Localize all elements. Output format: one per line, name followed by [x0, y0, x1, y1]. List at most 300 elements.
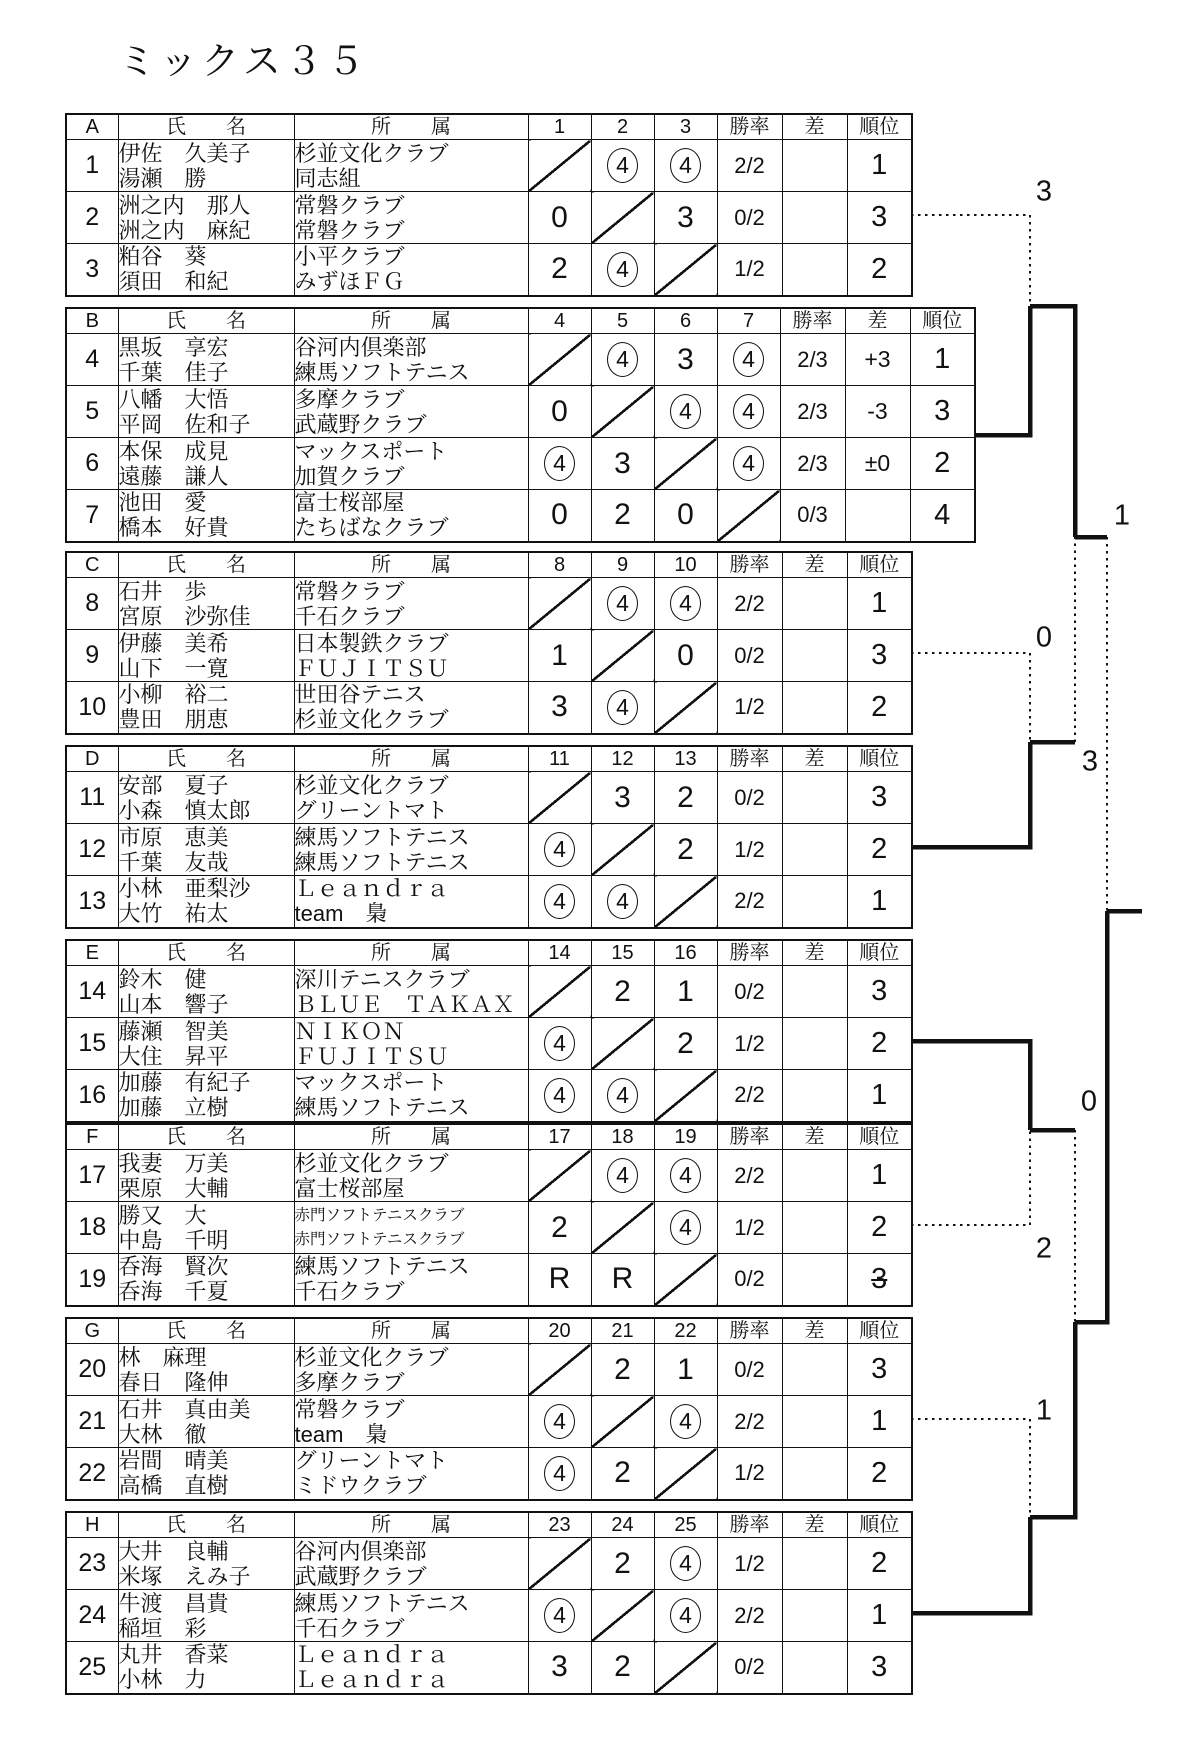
header-row [66, 1124, 912, 1150]
gamediff-cell [782, 682, 847, 734]
self-match-diagonal-cell [654, 1254, 717, 1306]
group-letter: F [66, 1124, 118, 1150]
team-row-22 [66, 1448, 912, 1500]
opponent-col-header: 14 [528, 940, 591, 966]
rank-header: 順位 [847, 1124, 912, 1150]
rank-cell: 3 [847, 966, 912, 1018]
bracket-line-f-winner-branch [911, 1130, 1030, 1225]
match-score-cell [591, 1150, 654, 1202]
club-name: 多摩クラブ [294, 386, 405, 412]
winrate-cell: 1/2 [717, 824, 782, 876]
winrate-cell: 2/2 [717, 1070, 782, 1122]
player-name: 伊藤 美希 [118, 630, 229, 656]
team-number: 9 [66, 630, 118, 682]
team-row-5 [66, 386, 975, 438]
bracket-score-final-loser: 1 [1113, 499, 1131, 532]
winrate-header: 勝率 [717, 1512, 782, 1538]
circled-4-win-mark: 4 [607, 148, 638, 183]
rank-cell: 3 [847, 1642, 912, 1694]
winrate-header: 勝率 [717, 1124, 782, 1150]
match-score-cell: 0 [528, 386, 591, 438]
player-names [118, 1642, 294, 1694]
match-score-cell: 3 [591, 438, 654, 490]
team-row-24 [66, 1590, 912, 1642]
bracket-score-g-vs-h: 1 [1035, 1394, 1053, 1427]
rank-cell: 2 [847, 824, 912, 876]
group-header-F [66, 1124, 912, 1150]
team-row-18 [66, 1202, 912, 1254]
club-header: 所 属 [294, 746, 528, 772]
player-clubs [294, 630, 528, 682]
winrate-header: 勝率 [780, 308, 845, 334]
player-names [118, 1018, 294, 1070]
match-score-cell [528, 438, 591, 490]
group-letter: A [66, 114, 118, 140]
match-score-cell: 0 [654, 630, 717, 682]
match-score-cell [528, 1448, 591, 1500]
circled-4-win-mark: 4 [670, 148, 701, 183]
circled-4-win-mark: 4 [607, 342, 638, 377]
winrate-cell: 1/2 [717, 682, 782, 734]
club-name: 練馬ソフトテニス [294, 849, 470, 875]
team-row-6 [66, 438, 975, 490]
player-names [118, 966, 294, 1018]
player-clubs [294, 578, 528, 630]
player-name: 宮原 沙弥佳 [118, 603, 251, 629]
circled-4-win-mark: 4 [670, 586, 701, 621]
team-number: 12 [66, 824, 118, 876]
bracket-score-c-vs-d: 0 [1035, 621, 1053, 654]
club-name: 赤門ソフトテニスクラブ [294, 1230, 465, 1248]
match-score-cell: 2 [591, 490, 654, 542]
player-clubs [294, 244, 528, 296]
self-match-diagonal-cell [591, 1018, 654, 1070]
group-body-B [66, 334, 975, 542]
match-score-cell: 2 [591, 966, 654, 1018]
group-table-G [65, 1317, 913, 1501]
club-name: 杉並文化クラブ [294, 140, 449, 166]
club-name: 深川テニスクラブ [294, 966, 470, 992]
circled-4-win-mark: 4 [733, 394, 764, 429]
opponent-col-header: 5 [591, 308, 654, 334]
gamediff-cell [782, 772, 847, 824]
self-match-diagonal-cell [654, 1070, 717, 1122]
winrate-cell: 0/2 [717, 630, 782, 682]
team-number: 17 [66, 1150, 118, 1202]
player-names [118, 824, 294, 876]
player-names [118, 1344, 294, 1396]
team-row-7 [66, 490, 975, 542]
bracket-score-sf2-loser: 0 [1080, 1085, 1098, 1118]
name-header: 氏 名 [118, 1124, 294, 1150]
match-score-cell [591, 578, 654, 630]
player-name: 湯瀬 勝 [118, 165, 207, 191]
group-table-H [65, 1511, 913, 1695]
match-score-cell [654, 578, 717, 630]
gamediff-cell [782, 1070, 847, 1122]
match-score-cell [654, 1150, 717, 1202]
player-clubs [294, 1344, 528, 1396]
team-row-11 [66, 772, 912, 824]
gamediff-cell [782, 1396, 847, 1448]
team-row-10 [66, 682, 912, 734]
club-name: 富士桜部屋 [294, 490, 405, 516]
opponent-col-header: 9 [591, 552, 654, 578]
rank-cell: 3 [847, 192, 912, 244]
player-clubs [294, 824, 528, 876]
team-row-20 [66, 1344, 912, 1396]
player-names [118, 1070, 294, 1122]
team-number: 19 [66, 1254, 118, 1306]
bracket-line-ab-winner-to-sf1 [1030, 306, 1075, 537]
circled-4-win-mark: 4 [670, 1158, 701, 1193]
match-score-cell [654, 1590, 717, 1642]
opponent-col-header: 8 [528, 552, 591, 578]
match-score-cell: 2 [528, 1202, 591, 1254]
rank-cell: 4 [910, 490, 975, 542]
header-row [66, 552, 912, 578]
rank-cell: 3 [847, 1254, 912, 1306]
winrate-cell: 0/2 [717, 1254, 782, 1306]
opponent-col-header: 22 [654, 1318, 717, 1344]
self-match-diagonal-cell [654, 876, 717, 928]
club-name: 常磐クラブ [294, 1396, 405, 1422]
winrate-cell: 2/2 [717, 1590, 782, 1642]
player-name: 小森 慎太郎 [118, 797, 251, 823]
self-match-diagonal-cell [528, 578, 591, 630]
name-header: 氏 名 [118, 308, 294, 334]
group-letter: G [66, 1318, 118, 1344]
winrate-cell: 1/2 [717, 1202, 782, 1254]
circled-4-win-mark: 4 [544, 1456, 575, 1491]
club-name: 杉並文化クラブ [294, 772, 449, 798]
opponent-col-header: 25 [654, 1512, 717, 1538]
match-score-cell: 3 [654, 192, 717, 244]
club-name: 杉並文化クラブ [294, 707, 449, 733]
opponent-col-header: 21 [591, 1318, 654, 1344]
name-header: 氏 名 [118, 1318, 294, 1344]
team-number: 23 [66, 1538, 118, 1590]
club-name: マックスポート [294, 438, 448, 464]
rank-cell: 2 [847, 1018, 912, 1070]
player-names [118, 1538, 294, 1590]
match-score-cell: 2 [654, 772, 717, 824]
rank-cell: 1 [847, 140, 912, 192]
player-name: 千葉 友哉 [118, 849, 229, 875]
circled-4-win-mark: 4 [544, 1078, 575, 1113]
winrate-cell: 2/2 [717, 1150, 782, 1202]
group-table-A [65, 113, 913, 297]
match-score-cell: 2 [654, 1018, 717, 1070]
group-body-D [66, 772, 912, 928]
match-score-cell: R [591, 1254, 654, 1306]
match-score-cell [528, 1070, 591, 1122]
self-match-diagonal-cell [528, 1150, 591, 1202]
bracket-score-a-vs-b: 3 [1035, 175, 1053, 208]
club-name: グリーントマト [294, 797, 449, 823]
team-row-12 [66, 824, 912, 876]
opponent-col-header: 10 [654, 552, 717, 578]
gamediff-header: 差 [782, 1512, 847, 1538]
match-score-cell [528, 824, 591, 876]
player-names [118, 140, 294, 192]
bracket-line-d-winner-branch [911, 742, 1030, 847]
club-header: 所 属 [294, 1512, 528, 1538]
page-title: ミックス３５ [118, 41, 369, 83]
club-name: Ｌｅａｎｄｒａ [294, 1642, 449, 1668]
gamediff-cell [782, 1344, 847, 1396]
club-name: 武蔵野クラブ [294, 411, 427, 437]
player-clubs [294, 772, 528, 824]
club-name: team 梟 [294, 901, 388, 927]
gamediff-cell [782, 578, 847, 630]
circled-4-win-mark: 4 [544, 446, 575, 481]
player-name: 八幡 大悟 [118, 386, 229, 412]
opponent-col-header: 7 [717, 308, 780, 334]
club-name: グリーントマト [294, 1448, 449, 1474]
group-table-C [65, 551, 913, 735]
player-name: 我妻 万美 [118, 1150, 229, 1176]
team-row-21 [66, 1396, 912, 1448]
player-clubs [294, 1150, 528, 1202]
club-header: 所 属 [294, 1124, 528, 1150]
circled-4-win-mark: 4 [607, 586, 638, 621]
self-match-diagonal-cell [528, 966, 591, 1018]
club-name: ＦＵＪＩＴＳＵ [294, 1043, 449, 1069]
player-name: 黒坂 享宏 [118, 334, 229, 360]
circled-4-win-mark: 4 [544, 832, 575, 867]
group-letter: E [66, 940, 118, 966]
opponent-col-header: 1 [528, 114, 591, 140]
team-row-13 [66, 876, 912, 928]
opponent-col-header: 19 [654, 1124, 717, 1150]
group-table-E [65, 939, 913, 1123]
team-row-3 [66, 244, 912, 296]
player-name: 豊田 朋恵 [118, 707, 229, 733]
match-score-cell: 3 [528, 682, 591, 734]
club-name: 練馬ソフトテニス [294, 1095, 470, 1121]
group-header-H [66, 1512, 912, 1538]
rank-cell: 1 [847, 1396, 912, 1448]
circled-4-win-mark: 4 [670, 1598, 701, 1633]
bracket-line-c-winner-branch [911, 653, 1030, 742]
player-name: 大林 徹 [118, 1421, 207, 1447]
opponent-col-header: 20 [528, 1318, 591, 1344]
bracket-score-e-vs-f: 2 [1035, 1232, 1053, 1265]
match-score-cell: 1 [654, 1344, 717, 1396]
player-clubs [294, 876, 528, 928]
winrate-cell: 2/2 [717, 876, 782, 928]
group-body-F [66, 1150, 912, 1306]
gamediff-cell: -3 [845, 386, 910, 438]
opponent-col-header: 23 [528, 1512, 591, 1538]
name-header: 氏 名 [118, 940, 294, 966]
player-name: 春日 隆伸 [118, 1369, 229, 1395]
club-name: 常磐クラブ [294, 578, 405, 604]
team-number: 18 [66, 1202, 118, 1254]
player-name: 石井 歩 [118, 578, 207, 604]
group-header-A [66, 114, 912, 140]
circled-4-win-mark: 4 [670, 1210, 701, 1245]
match-score-cell [654, 1396, 717, 1448]
gamediff-cell [782, 630, 847, 682]
player-names [118, 438, 294, 490]
player-names [118, 244, 294, 296]
group-header-B [66, 308, 975, 334]
group-table-F [65, 1123, 913, 1307]
team-row-23 [66, 1538, 912, 1590]
opponent-col-header: 12 [591, 746, 654, 772]
match-score-cell [654, 386, 717, 438]
club-name: ＮＩＫＯＮ [294, 1018, 405, 1044]
team-number: 11 [66, 772, 118, 824]
winrate-header: 勝率 [717, 114, 782, 140]
name-header: 氏 名 [118, 746, 294, 772]
group-header-E [66, 940, 912, 966]
winrate-cell: 0/2 [717, 966, 782, 1018]
gamediff-header: 差 [845, 308, 910, 334]
gamediff-header: 差 [782, 1318, 847, 1344]
match-score-cell [528, 876, 591, 928]
opponent-col-header: 3 [654, 114, 717, 140]
player-name: 石井 真由美 [118, 1396, 251, 1422]
opponent-col-header: 16 [654, 940, 717, 966]
team-number: 25 [66, 1642, 118, 1694]
match-score-cell [591, 140, 654, 192]
match-score-cell [528, 1590, 591, 1642]
player-clubs [294, 1202, 528, 1254]
match-score-cell [528, 1396, 591, 1448]
header-row [66, 940, 912, 966]
player-name: 勝又 大 [118, 1202, 207, 1228]
rank-header: 順位 [847, 940, 912, 966]
group-body-C [66, 578, 912, 734]
player-name: 山本 響子 [118, 991, 229, 1017]
player-names [118, 1202, 294, 1254]
club-header: 所 属 [294, 1318, 528, 1344]
player-name: 山下 一寛 [118, 655, 229, 681]
match-score-cell [528, 1018, 591, 1070]
winrate-header: 勝率 [717, 552, 782, 578]
bracket-line-b-winner-branch [974, 306, 1030, 435]
match-score-cell [654, 140, 717, 192]
bracket-line-a-winner-branch [911, 215, 1030, 306]
match-score-cell: 2 [591, 1642, 654, 1694]
player-name: 大竹 祐太 [118, 901, 229, 927]
rank-cell: 1 [910, 334, 975, 386]
self-match-diagonal-cell [654, 1448, 717, 1500]
rank-cell: 3 [847, 1344, 912, 1396]
club-name: 日本製鉄クラブ [294, 630, 449, 656]
club-header: 所 属 [294, 940, 528, 966]
player-name: 藤瀬 智美 [118, 1018, 229, 1044]
bracket-line-h-winner-branch [911, 1517, 1030, 1613]
club-name: 千石クラブ [294, 603, 405, 629]
team-number: 24 [66, 1590, 118, 1642]
circled-4-win-mark: 4 [607, 690, 638, 725]
gamediff-header: 差 [782, 114, 847, 140]
circled-4-win-mark: 4 [544, 1404, 575, 1439]
group-table-B [65, 307, 976, 543]
winrate-cell: 0/2 [717, 192, 782, 244]
player-names [118, 578, 294, 630]
match-score-cell: 3 [591, 772, 654, 824]
rank-cell: 2 [847, 1202, 912, 1254]
player-clubs [294, 490, 528, 542]
match-score-cell [591, 1070, 654, 1122]
match-score-cell: 1 [528, 630, 591, 682]
player-clubs [294, 1254, 528, 1306]
match-score-cell: 2 [654, 824, 717, 876]
player-clubs [294, 1396, 528, 1448]
match-score-cell: 3 [654, 334, 717, 386]
player-clubs [294, 1538, 528, 1590]
self-match-diagonal-cell [654, 438, 717, 490]
player-name: 市原 恵美 [118, 824, 229, 850]
club-name: ミドウクラブ [294, 1473, 427, 1499]
player-names [118, 1254, 294, 1306]
bracket-line-e-winner-branch [911, 1041, 1030, 1130]
group-header-C [66, 552, 912, 578]
team-row-17 [66, 1150, 912, 1202]
club-name: Ｌｅａｎｄｒａ [294, 876, 449, 902]
player-name: 呑海 賢次 [118, 1254, 229, 1280]
self-match-diagonal-cell [591, 192, 654, 244]
rank-header: 順位 [847, 114, 912, 140]
club-name: 武蔵野クラブ [294, 1563, 427, 1589]
group-table-D [65, 745, 913, 929]
team-row-2 [66, 192, 912, 244]
group-body-G [66, 1344, 912, 1500]
club-name: Ｌｅａｎｄｒａ [294, 1667, 449, 1693]
gamediff-header: 差 [782, 746, 847, 772]
gamediff-cell: +3 [845, 334, 910, 386]
self-match-diagonal-cell [654, 1642, 717, 1694]
club-name: 世田谷テニス [294, 682, 426, 708]
team-row-19 [66, 1254, 912, 1306]
club-name: 小平クラブ [294, 244, 405, 270]
player-name: 安部 夏子 [118, 772, 229, 798]
club-name: 練馬ソフトテニス [294, 359, 470, 385]
player-name: 池田 愛 [118, 490, 207, 516]
winrate-cell: 0/2 [717, 1344, 782, 1396]
club-name: 杉並文化クラブ [294, 1344, 449, 1370]
club-name: 千石クラブ [294, 1279, 405, 1305]
gamediff-cell [782, 824, 847, 876]
opponent-col-header: 6 [654, 308, 717, 334]
club-name: みずほＦＧ [294, 269, 405, 295]
club-name: 千石クラブ [294, 1615, 405, 1641]
opponent-col-header: 11 [528, 746, 591, 772]
player-names [118, 630, 294, 682]
match-score-cell [591, 244, 654, 296]
player-name: 牛渡 昌貴 [118, 1590, 229, 1616]
club-name: たちばなクラブ [294, 515, 449, 541]
club-name: 同志組 [294, 165, 361, 191]
circled-4-win-mark: 4 [670, 394, 701, 429]
match-score-cell [591, 876, 654, 928]
player-name: 小林 力 [118, 1667, 207, 1693]
self-match-diagonal-cell [591, 1202, 654, 1254]
group-letter: D [66, 746, 118, 772]
player-name: 稲垣 彩 [118, 1615, 207, 1641]
club-name: 谷河内倶楽部 [294, 334, 427, 360]
club-name: 赤門ソフトテニスクラブ [294, 1206, 465, 1224]
self-match-diagonal-cell [654, 682, 717, 734]
player-name: 遠藤 謙人 [118, 463, 229, 489]
player-name: 平岡 佐和子 [118, 411, 251, 437]
player-names [118, 490, 294, 542]
